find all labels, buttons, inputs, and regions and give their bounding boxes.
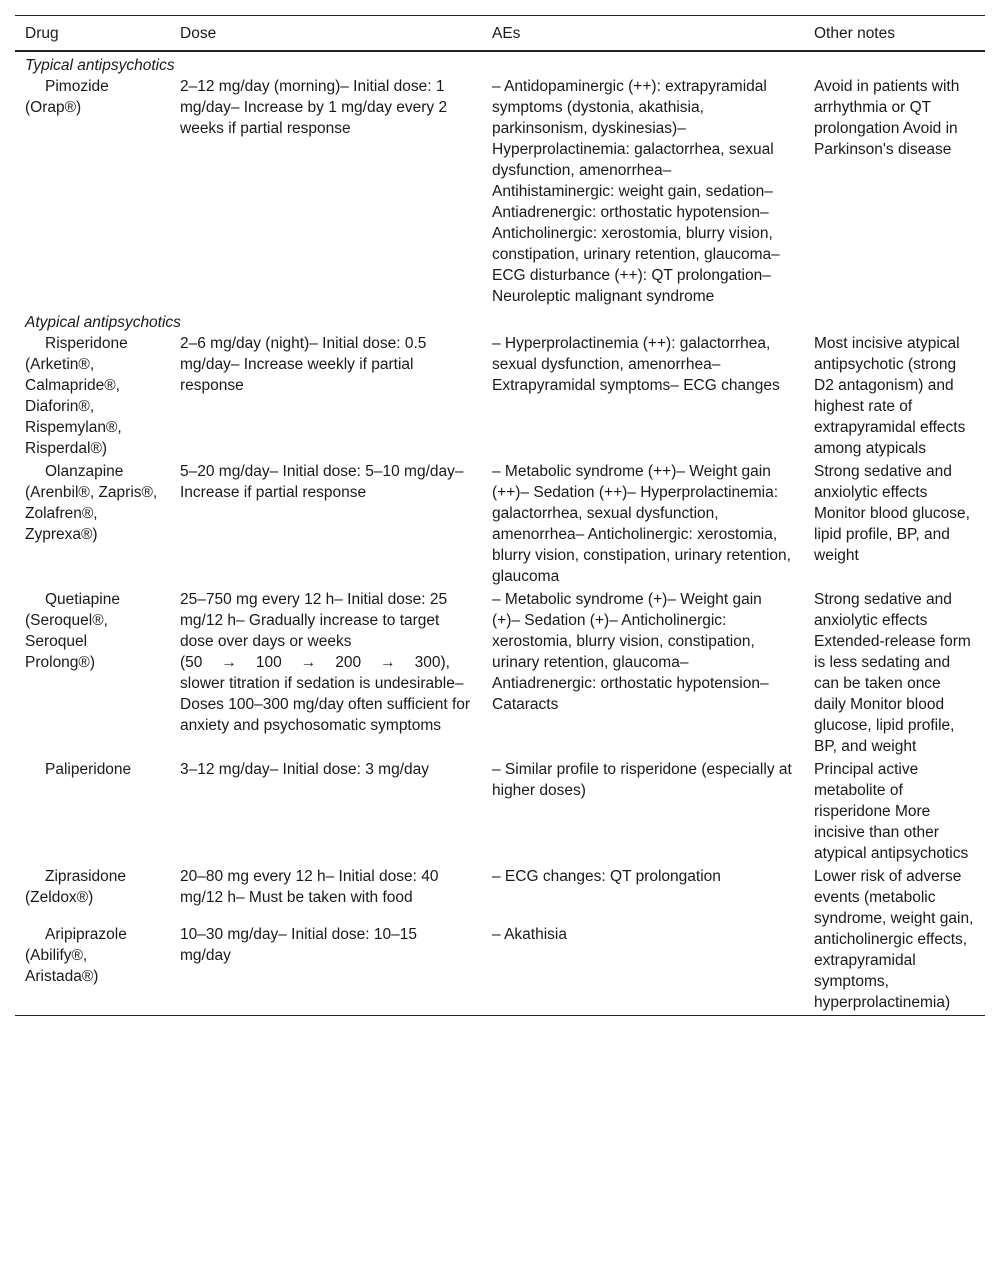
aes-cell: – Akathisia [492,925,567,943]
table-body [15,51,985,1016]
header-row [15,16,985,52]
drug-brands: (Orap®) [25,99,82,116]
drug-cell [15,461,170,589]
drug-name: Quetiapine [45,591,120,608]
drug-name: Aripiprazole [45,925,127,943]
drug-brands: (Abilify®, Aristada®) [25,946,99,985]
table-row-pimozide [15,76,985,309]
dose-text-part-1: 25–750 mg every 12 h– Initial dose: 25 mg/12 h– Gradually increase to target dose over days or weeks [180,591,448,650]
titration-steps [180,652,450,673]
dose-cell: 2–12 mg/day (morning)– Initial dose: 1 mg/day– Increase by 1 mg/day every 2 weeks if partial response [180,78,448,137]
dose-cell: 5–20 mg/day– Initial dose: 5–10 mg/day– Increase if partial response [180,463,464,501]
notes-cell: Strong sedative and anxiolytic effects Extended-release form is less sedating and can be taken once daily Monitor blood glucose, lipid profile, BP, and weight [814,591,971,755]
drug-cell [15,76,170,309]
section-label-typical: Typical antipsychotics [25,57,175,74]
antipsychotics-table [15,15,985,1016]
drug-cell [15,589,170,759]
drug-cell [15,333,170,461]
arrow-right-icon: → [380,654,396,671]
header-dose: Dose [180,25,217,42]
drug-name: Risperidone [45,335,128,352]
drug-cell [15,866,170,924]
titration-step: 300), [414,654,450,671]
header-drug: Drug [25,25,59,42]
table-row-paliperidone [15,759,985,866]
aes-cell: – Metabolic syndrome (++)– Weight gain (++)– Sedation (++)– Hyperprolactinemia: galactorrhea, sexual dysfunction, amenorrhea– Anticholinergic: xerostomia, blurry vision, constipation, urinary retention, glaucoma [492,463,791,585]
dose-cell [170,589,482,759]
table-row-ziprasidone [15,866,985,924]
dose-cell: 10–30 mg/day– Initial dose: 10–15 mg/day [180,925,417,964]
aes-cell: – Similar profile to risperidone (especially at higher doses) [492,761,792,799]
titration-step: 100 [255,654,282,671]
titration-step: 200 [335,654,362,671]
titration-step: (50 [180,654,203,671]
aes-cell: – ECG changes: QT prolongation [492,868,721,885]
aes-cell: – Antidopaminergic (++): extrapyramidal symptoms (dystonia, akathisia, parkinsonism, dyskinesias)– Hyperprolactinemia: galactorrhea, sexual dysfunction, amenorrhea– Antihistaminergic: weight gain, sedation– Antiadrenergic: orthostatic hypotension– Anticholinergic: xerostomia, blurry vision, constipation, urinary retention, glaucoma– ECG disturbance (++): QT prolongation– Neuroleptic malignant syndrome [492,78,780,305]
drug-table-container [15,15,985,1016]
drug-name: Olanzapine [45,463,124,480]
arrow-right-icon: → [300,654,317,671]
aes-cell: – Metabolic syndrome (+)– Weight gain (+)– Sedation (+)– Anticholinergic: xerostomia, blurry vision, constipation, urinary retention, glaucoma– Antiadrenergic: orthostatic hypotension– Cataracts [492,591,769,713]
header-notes: Other notes [814,25,895,42]
section-row-atypical [15,309,985,333]
dose-cell: 20–80 mg every 12 h– Initial dose: 40 mg/12 h– Must be taken with food [180,868,439,906]
drug-brands: (Zeldox®) [25,889,94,906]
header-aes: AEs [492,25,521,42]
drug-cell [15,924,170,1016]
dose-text-part-2: slower titration if sedation is undesirable– Doses 100–300 mg/day often sufficient for anxiety and psychosomatic symptoms [180,675,471,734]
dose-cell: 2–6 mg/day (night)– Initial dose: 0.5 mg/day– Increase weekly if partial response [180,335,427,394]
dose-cell: 3–12 mg/day– Initial dose: 3 mg/day [180,761,430,778]
notes-cell: Avoid in patients with arrhythmia or QT prolongation Avoid in Parkinson's disease [814,78,960,158]
drug-brands: (Seroquel®, Seroquel Prolong®) [25,612,108,671]
drug-cell [15,759,170,866]
section-label-atypical: Atypical antipsychotics [25,314,181,331]
drug-name: Ziprasidone [45,868,126,885]
notes-cell: Lower risk of adverse events (metabolic syndrome, weight gain, anticholinergic effects, extrapyramidal symptoms, hyperprolactinemia) [814,868,974,1011]
notes-cell: Principal active metabolite of risperidone More incisive than other atypical antipsychotics [814,761,969,862]
aes-cell: – Hyperprolactinemia (++): galactorrhea, sexual dysfunction, amenorrhea– Extrapyramidal symptoms– ECG changes [492,335,780,394]
drug-brands: (Arenbil®, Zapris®, Zolafren®, Zyprexa®) [25,484,158,543]
table-row-quetiapine [15,589,985,759]
arrow-right-icon: → [221,654,237,671]
drug-brands: (Arketin®, Calmapride®, Diaforin®, Rispemylan®, Risperdal®) [25,356,122,457]
notes-cell: Most incisive atypical antipsychotic (strong D2 antagonism) and highest rate of extrapyramidal effects among atypicals [814,335,966,457]
drug-name: Pimozide [45,78,109,95]
notes-cell: Strong sedative and anxiolytic effects Monitor blood glucose, lipid profile, BP, and weight [814,463,970,564]
drug-name: Paliperidone [45,761,132,778]
section-row-typical [15,51,985,76]
table-row-olanzapine [15,461,985,589]
table-header [15,16,985,52]
table-row-risperidone [15,333,985,461]
